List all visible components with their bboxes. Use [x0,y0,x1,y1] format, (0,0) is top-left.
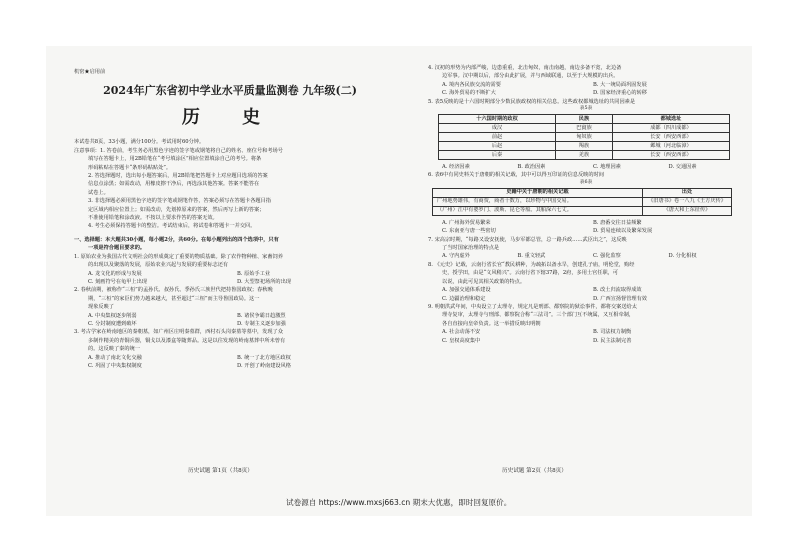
instruction-line: 信息点涂黑；如需改动，用橡皮擦干净后，再选涂其他答案。答案不能答在 [88,181,260,188]
question-6 [428,171,744,235]
question-stem: 边军事。汉中期以后，部分由此扩展，并与西域联通，以至于大规模的出兵。 [442,73,619,80]
option-a[interactable]: A. 加强交通体系建设 [442,287,491,294]
page-footer-right: 历史试题 第2页（共8页） [502,468,567,474]
option-d[interactable]: D. 交通因素 [668,164,697,171]
table-cell: 巴賨族 [556,124,613,133]
section-heading: 一项是符合题目要求的。 [88,245,146,252]
table-header: 史籍中关于唐朝的相关记载 [433,188,643,197]
question-4 [428,64,744,98]
subject-title: 历 史 [181,107,279,129]
option-c[interactable]: C. 海外贸易的不断扩大 [442,90,496,97]
instruction-line: 注意事项：1. 答卷前，考生务必用黑色字迹的签字笔或钢笔将自己的姓名、座位号和考场号 [74,147,283,154]
table-row [439,142,730,151]
option-a[interactable]: A. 经济因素 [442,164,470,171]
table-cell: （广州）江中有婆罗门、波斯、昆仑等船。其舶深六七丈。 [433,206,643,215]
question-stem: 1. 原始农业为我国古代文明社会的形成奠定了重要的物质基础。除了农作物种植、家畜饲养 [74,253,283,260]
question-stem: 现象反映了 [88,304,114,311]
table-row [433,206,732,215]
option-d[interactable]: D. 开创了岭南建设风格 [237,362,291,369]
option-c[interactable]: C. 刻画符号在龟甲上出现 [88,278,147,285]
option-c[interactable]: C. 分封制度遭到破坏 [88,320,137,327]
question-stem: 2. 春秋前期，被称作“三桓”的孟孙氏、叔孙氏、季孙氏三族世代把持鲁国政权；春秋晚 [74,287,273,294]
option-d[interactable]: D. 分化相权 [668,253,697,260]
question-stem: 的出现以及聚落的发展，原始农业兴起与发展的重要标志还有 [88,262,229,269]
table-row [439,133,730,142]
exam-title: 2024年广东省初中学业水平质量监测卷 九年级(二) [103,84,357,98]
question-stem: 9. 明朝洪武年间，中央设立了太理寺，规定凡是刑部、都察院的狱讼事件，都将交案送给太 [428,303,637,310]
question-stem: 6. 表6中有同史料关于唐朝的相关记载，其中可以得互印证的信息反映的时间 [428,172,604,179]
table-header: 民族 [556,115,613,124]
option-d[interactable]: D. 大型祭祀场所的出现 [237,278,291,285]
option-b[interactable]: B. 重文轻武 [517,253,546,260]
table-cell: 邺城（河北临漳） [612,142,729,151]
section-heading: 一、选择题：本大题共30小题，每小题2分，共60分。在每小题列出的四个选项中，只有 [74,236,279,243]
table-6 [432,188,732,216]
option-c[interactable]: C. 边疆治理和稳定 [442,295,486,302]
table-cell: 成汉 [439,124,556,133]
option-c[interactable]: C. 东南亚与唐一些密切 [442,228,496,235]
option-b[interactable]: B. 司法权力制衡 [593,329,632,336]
option-d[interactable]: D. 民主法制完善 [593,337,632,344]
instruction-line: 本试卷共8页，33小题，满分100分。考试用时60分钟。 [74,139,205,146]
table-cell: 后赵 [439,142,556,151]
question-2 [74,286,386,328]
question-7 [428,236,744,261]
option-b[interactable]: B. 改土归流取得成效 [593,287,642,294]
option-c[interactable]: C. 强化监察 [593,253,621,260]
question-stem: 8. 《元史》记载，云南行省长官“教民耕种，为疏拓以备水旱，创建孔子庙，明伦堂，购经 [428,261,635,268]
table-5 [438,114,730,160]
table-row [439,151,730,160]
option-b[interactable]: B. 统一了北方地区政权 [237,354,291,361]
question-5 [428,98,744,172]
table-caption: 表5表 [579,106,593,112]
table-caption: 表6表 [579,179,593,185]
option-b[interactable]: B. 政治因素 [517,164,546,171]
right-page [428,64,744,345]
table-cell: 前赵 [439,133,556,142]
instruction-line: 4. 考生必须保持答题卡的整洁。考试结束后，将试卷和答题卡一并交回。 [88,223,256,230]
instructions [74,138,386,230]
instruction-line: 3. 非选择题必须用黑色字迹的签字笔或钢笔作答，答案必须写在答题卡各题目指 [88,198,271,205]
option-b[interactable]: B. 原始手工业 [237,270,271,277]
question-stem: 3. 考古学家在岭南地区的秦朝墓，如广州区庄明秦墓群，西村石头岗秦墓等墓中，发现了众 [74,329,283,336]
instruction-line: 不准使用铅笔和涂改液。不按以上要求作答的答案无效。 [88,215,218,222]
instruction-line: 定区域内相应位置上；如需改动，先划掉原来的答案，然后再写上新的答案； [88,206,265,213]
instruction-line: 填写在答题卡上，用2B铅笔在“考号填涂区”相应位置填涂自己的考号。将条 [88,156,262,163]
option-d[interactable]: D. 贸易连续以及繁荣发展 [593,228,653,235]
table-cell: 成都（四川成都） [612,124,729,133]
table-cell: 羯族 [556,142,613,151]
option-a[interactable]: A. 社会动荡不安 [442,329,481,336]
question-stem: 了当时国家治理的特点是 [442,245,500,252]
table-row [433,197,732,206]
table-cell: 长安（西安西部） [612,151,729,160]
question-stem: 的。这反映了秦的统一 [88,346,140,353]
table-cell: 《唐大和上东征传》 [643,206,732,215]
option-a[interactable]: A. 中央集权逐步削弱 [88,312,137,319]
question-stem: 7. 宋高宗时期，“每路又设安抚使，马步军都总管，总一路兵政……武臣出之”，这反映 [428,236,627,243]
page-footer-left: 历史试题 第1页（共8页） [188,468,253,474]
secret-label: 机密★启用前 [74,69,106,75]
option-c[interactable]: C. 巩固了中央集权制度 [88,362,142,369]
table-cell: 羌族 [556,151,613,160]
question-stem: 史，授学田，由是“文风稍兴”。云南行省下辖37路，2府，多用土官任职，可 [442,270,619,277]
table-cell: 《旧唐书》卷一八九《王方庆传》 [643,197,732,206]
option-a[interactable]: A. 境内各民族交流的需要 [442,81,501,88]
question-1 [74,253,386,287]
option-c[interactable]: C. 地理因素 [593,164,621,171]
question-stem: 以说，由此可见其相关政策的特点。 [442,278,526,285]
question-stem: 4. 汉初的形势为内部严峻，边患重重，北击匈奴，南击南越，南边多备不宽，北边备 [428,65,622,71]
instruction-line: 形码粘贴在答题卡“条形码粘贴处”。 [88,164,172,171]
table-cell: 广州地势雄伟，有商贾，商者十数万，以珍物与中国交易。 [433,197,643,206]
question-9 [428,303,744,345]
table-header: 十六国时期的政权 [439,115,556,124]
left-page [74,54,386,370]
option-b[interactable]: B. 大一统局面巩固发展 [593,81,647,88]
option-d[interactable]: D. 国家经济重心的转移 [593,90,647,97]
option-d[interactable]: D. 广西宣扬督管理有效 [593,295,647,302]
option-d[interactable]: D. 专制主义逐步加强 [237,320,286,327]
table-header: 都城选址 [612,115,729,124]
question-stem: 期，“三桓”的家臣们势力越来越大，甚至超过“三桓”而主导鲁国政局。这一 [88,295,260,302]
question-stem: 5. 表5反映的是十六国时期部分少数民族政权的相关信息。这些政权都城选址的共同因素是 [428,98,636,105]
option-a[interactable]: A. 广州海外贸易繁荣 [442,219,491,226]
table-cell: 匈奴族 [556,133,613,142]
instruction-line: 试卷上。 [88,189,109,196]
question-8 [428,261,744,303]
instruction-line: 2. 答选择题时，选出每小题答案后，用2B铅笔把答题卡上对应题目选项的答案 [88,173,268,180]
option-c[interactable]: C. 皇权高度集中 [442,337,481,344]
option-a[interactable]: A. 龙文化的形成与发展 [88,270,142,277]
question-3 [74,328,386,370]
question-stem: 理寺复审，太理寺与刑部、都察院合称“三法司”。三个部门互不统属，又互相牵制， [442,312,635,319]
option-b[interactable]: B. 诸侯争霸日趋激烈 [237,312,286,319]
table-row [439,124,730,133]
option-a[interactable]: A. 推动了南北文化交融 [88,354,142,361]
option-b[interactable]: B. 唐番交往日益频繁 [593,219,642,226]
question-stem: 各自直接向皇帝负责。这一举措反映出明朝 [442,320,541,327]
table-header: 出处 [643,188,732,197]
table-cell: 后秦 [439,151,556,160]
source-watermark: 试卷源自 https://www.mxsj663.cn 期末大优惠，即时回复原价。 [286,498,512,507]
question-stem: 多制作精美的青铜兵器，铜戈以及漆盒等随葬品。这是以往发现的岭南墓葬中所未曾有 [88,337,286,344]
option-a[interactable]: A. 守内虚外 [442,253,470,260]
table-cell: 长安（西安西部） [612,133,729,142]
